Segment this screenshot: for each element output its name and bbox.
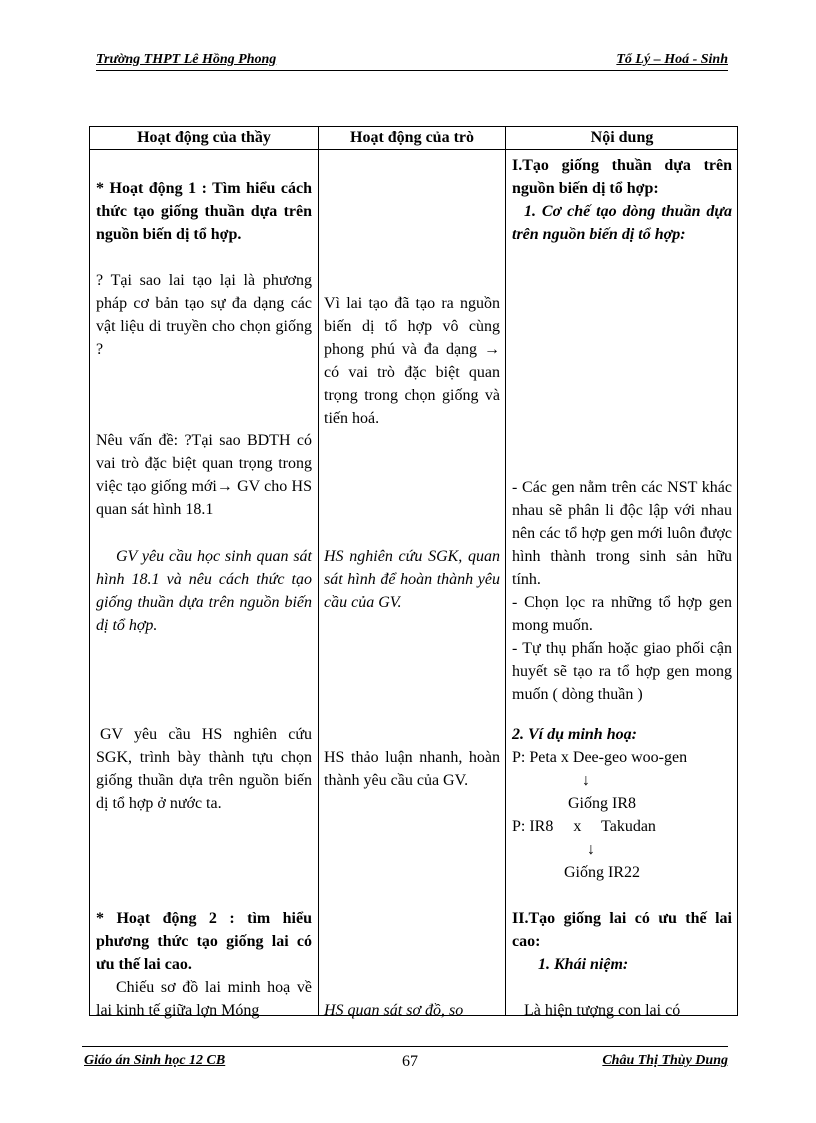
column-divider (318, 127, 319, 1015)
example-1-cross: P: Peta x Dee-geo woo-gen (512, 749, 688, 766)
subsection-1-heading: 1. Cơ chế tạo dòng thuần dựa trên nguồn biến dị tổ hợp: (512, 203, 732, 243)
student-answer-3: HS thảo luận nhanh, hoàn thành yêu cầu của GV. (324, 749, 500, 789)
example-2-result: Giống IR22 (564, 864, 640, 881)
subsection-2-heading: 2. Ví dụ minh hoạ: (512, 726, 637, 743)
section-2-heading: II.Tạo giống lai có ưu thế lai cao: (512, 910, 732, 950)
header-row-divider (90, 149, 737, 150)
student-answer-1: Vì lai tạo đã tạo ra nguồn biến dị tổ hợp vô cùng phong phú và đa dạng → có vai trò đặc biệt quan trọng trong chọn giống và tiến hoá. (324, 295, 500, 427)
student-answer-2: HS nghiên cứu SGK, quan sát hình để hoàn thành yêu cầu của GV. (324, 548, 500, 611)
activity-2-title: * Hoạt động 2 : tìm hiểu phương thức tạo giống lai có ưu thế lai cao. (96, 910, 312, 973)
student-answer-4: HS quan sát sơ đồ, so (324, 1002, 464, 1019)
teacher-issue: Nêu vấn đề: ?Tại sao BDTH có vai trò đặc biệt quan trọng trong việc tạo giống mới→ GV cho HS quan sát hình 18.1 (96, 432, 312, 518)
page-header (96, 50, 728, 71)
content-point-2: - Chọn lọc ra những tổ hợp gen mong muốn. (512, 594, 732, 634)
teacher-request-2: GV yêu cầu HS nghiên cứu SGK, trình bày thành tựu chọn giống thuần dựa trên nguồn biến dị tổ hợp ở nước ta. (96, 726, 312, 812)
column-divider (505, 127, 506, 1015)
col-header-teacher: Hoạt động của thầy (137, 129, 271, 146)
lesson-table (89, 126, 738, 1019)
activity-1-title: * Hoạt động 1 : Tìm hiểu cách thức tạo giống thuần dựa trên nguồn biến dị tổ hợp. (96, 180, 312, 243)
teacher-question-1: ? Tại sao lai tạo lại là phương pháp cơ bản tạo sự đa dạng các vật liệu di truyền cho chọn giống ? (96, 272, 312, 358)
teacher-request-1: GV yêu cầu học sinh quan sát hình 18.1 và nêu cách thức tạo giống thuần dựa trên nguồn biến dị tổ hợp. (96, 548, 312, 634)
arrow-down-icon: ↓ (587, 841, 595, 858)
school-name: Trường THPT Lê Hồng Phong (96, 52, 277, 67)
example-2-cross: P: IR8 x Takudan (512, 818, 656, 835)
arrow-down-icon: ↓ (582, 772, 590, 789)
page-number: 67 (402, 1053, 418, 1070)
col-header-content: Nội dung (590, 129, 654, 146)
content-point-3: - Tự thụ phấn hoặc giao phối cận huyết sẽ tạo ra tổ hợp gen mong muốn ( dòng thuần ) (512, 640, 732, 703)
footer-author: Châu Thị Thùy Dung (602, 1053, 728, 1068)
section-1-heading: I.Tạo giống thuần dựa trên nguồn biến dị tổ hợp: (512, 157, 732, 197)
definition-text: Là hiện tượng con lai có (524, 1002, 681, 1019)
department-name: Tổ Lý – Hoá - Sinh (616, 52, 728, 67)
subsection-3-heading: 1. Khái niệm: (538, 956, 629, 973)
footer-title: Giáo án Sinh học 12 CB (84, 1053, 226, 1068)
page-footer (82, 1046, 728, 1073)
example-1-result: Giống IR8 (568, 795, 636, 812)
col-header-student: Hoạt động của trò (350, 129, 474, 146)
content-point-1: - Các gen nằm trên các NST khác nhau sẽ phân li độc lập với nhau nên các tổ hợp gen mới luôn được hình thành trong sinh sản hữu tính. (512, 479, 732, 588)
teacher-show-diagram: Chiếu sơ đồ lai minh hoạ về lai kinh tế giữa lợn Móng (96, 979, 312, 1019)
